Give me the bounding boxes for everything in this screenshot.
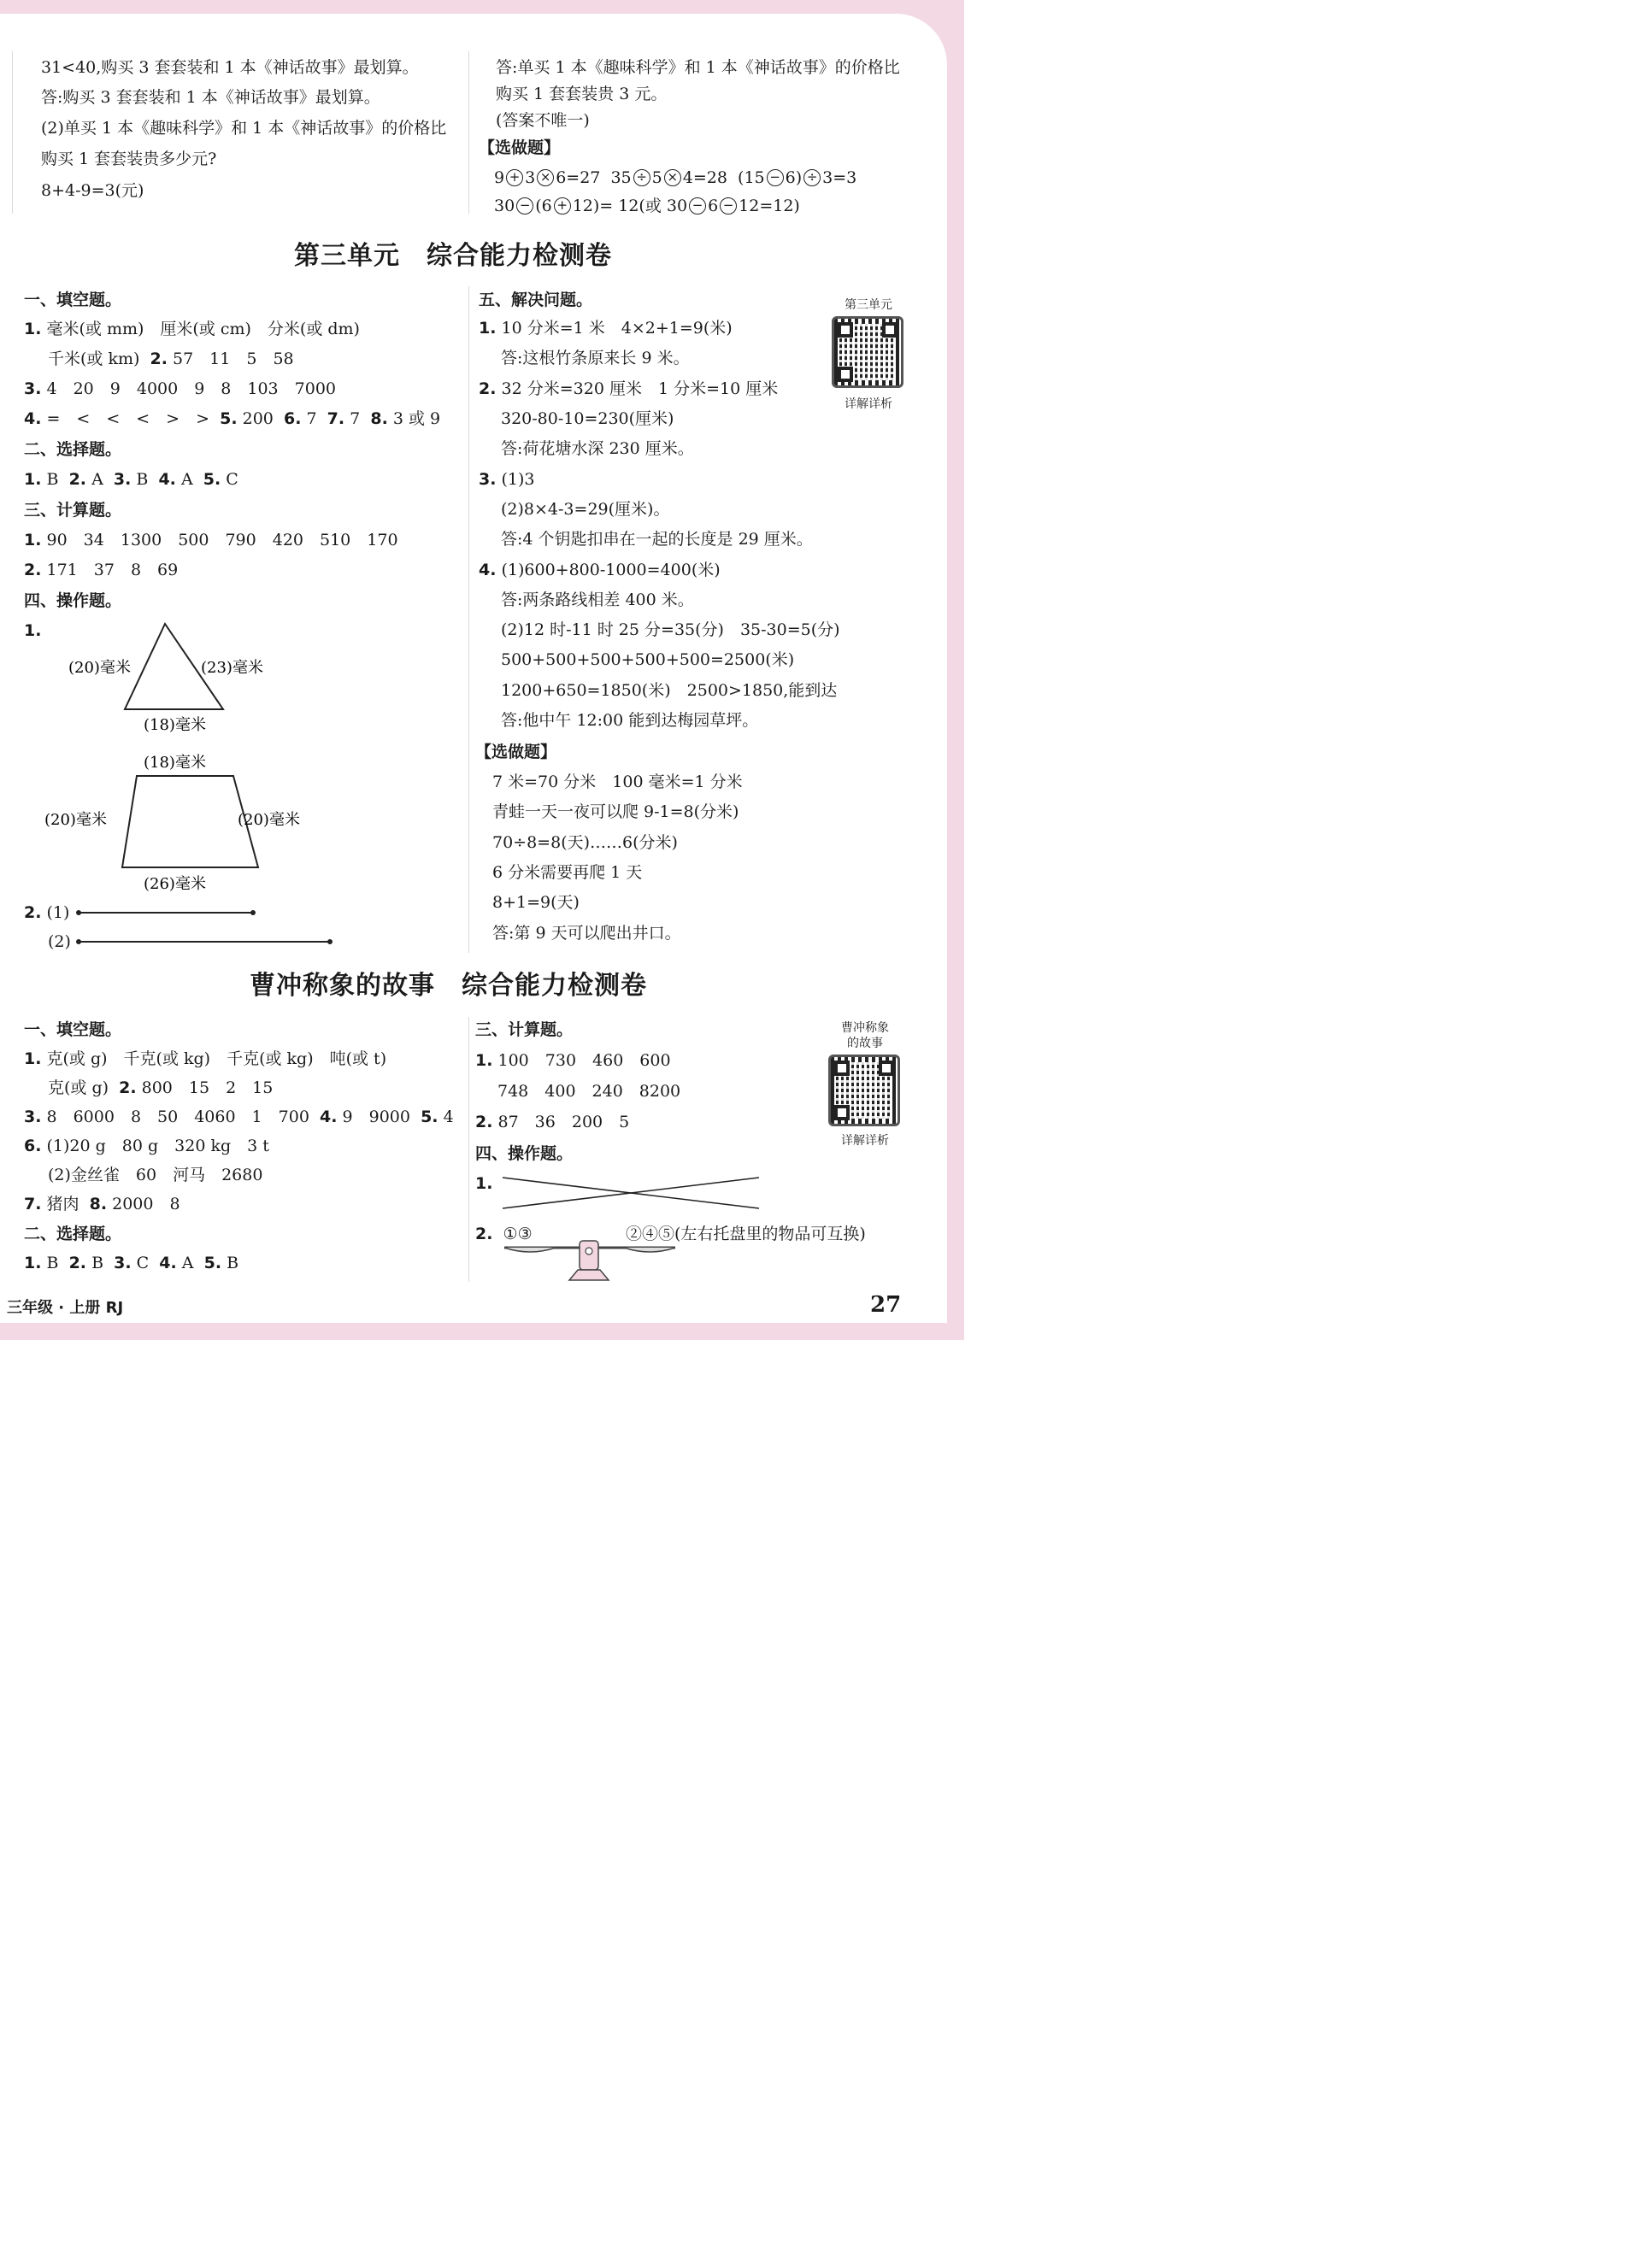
- page-border-bottom: [0, 1323, 964, 1340]
- qr-label: 曹冲称象 的故事: [841, 1021, 889, 1050]
- extra-solution-line: 70÷8=8(天)……6(分米): [492, 833, 678, 852]
- solution-line: (2)8×4-3=29(厘米)。: [501, 500, 670, 519]
- extra-solution-line: 8+1=9(天): [492, 893, 580, 912]
- answer-line: 2. 87 36 200 5: [475, 1113, 630, 1131]
- answer-line: 千米(或 km) 2. 57 11 5 58: [48, 350, 294, 368]
- crossed-lines-diagram: [494, 1171, 768, 1213]
- answer-line: 7. 猪肉 8. 2000 8: [24, 1195, 180, 1213]
- answer-line: 3. 8 6000 8 50 4060 1 700 4. 9 9000 5. 4: [24, 1108, 454, 1126]
- answer-line: 2. ①③: [475, 1225, 533, 1243]
- section-header: 五、解决问题。: [479, 291, 593, 309]
- section-header: 二、选择题。: [24, 440, 122, 459]
- column-divider: [468, 1017, 469, 1282]
- column-divider: [468, 51, 469, 214]
- solution-line: 答:荷花塘水深 230 厘米。: [501, 439, 694, 458]
- section-header: 一、填空题。: [24, 1020, 122, 1039]
- triangle-right-label: (23)毫米: [201, 659, 263, 677]
- trapezoid-top-label: (18)毫米: [144, 754, 206, 772]
- solution-line: 2. 32 分米=320 厘米 1 分米=10 厘米: [479, 379, 779, 398]
- qr-label: 第三单元: [845, 298, 892, 312]
- section-header: 四、操作题。: [475, 1144, 574, 1163]
- balance-scale-icon: [496, 1237, 692, 1289]
- solution-line: 500+500+500+500+500=2500(米): [501, 650, 795, 669]
- qr-code-icon[interactable]: [828, 1055, 900, 1126]
- section-header: 【选做题】: [479, 138, 561, 157]
- choice-answers: 1. B 2. B 3. C 4. A 5. B: [24, 1254, 239, 1272]
- solution-line: 320-80-10=230(厘米): [501, 409, 674, 428]
- segment-1-start: [76, 910, 81, 915]
- answer-line: 购买 1 套套装贵多少元?: [41, 150, 217, 168]
- solution-line: 答:他中午 12:00 能到达梅园草坪。: [501, 711, 759, 730]
- solution-line: 答:4 个钥匙扣串在一起的长度是 29 厘米。: [501, 530, 813, 549]
- extra-solution-line: 答:第 9 天可以爬出井口。: [492, 924, 681, 943]
- answer-line: 2. 171 37 8 69: [24, 561, 179, 579]
- solution-line: 答:两条路线相差 400 米。: [501, 591, 694, 609]
- solution-line: 1. 10 分米=1 米 4×2+1=9(米): [479, 319, 733, 338]
- trapezoid-left-label: (20)毫米: [44, 811, 107, 829]
- column-divider: [468, 286, 469, 953]
- answer-line: 答:购买 3 套套装和 1 本《神话故事》最划算。: [41, 88, 380, 107]
- answer-line: 1. 毫米(或 mm) 厘米(或 cm) 分米(或 dm): [24, 320, 360, 338]
- operator-equations-1: 9 + 3 × 6=27 35 ÷ 5 × 4=28 (15 − 6) ÷ 3=3: [494, 168, 857, 187]
- page-border-right: [947, 0, 964, 1340]
- extra-solution-line: 6 分米需要再爬 1 天: [492, 863, 643, 882]
- solution-line: 答:这根竹条原来长 9 米。: [501, 349, 690, 367]
- answer-line: (答案不唯一): [496, 111, 590, 130]
- solution-line: 1200+650=1850(米) 2500>1850,能到达: [501, 681, 838, 700]
- question-number: 1.: [24, 621, 42, 640]
- answer-line: 4. = < < < > > 5. 200 6. 7 7. 7 8. 3 或 9: [24, 409, 441, 428]
- segment-2-end: [327, 939, 333, 944]
- left-margin-line: [12, 51, 13, 214]
- answer-line: 6. (1)20 g 80 g 320 kg 3 t: [24, 1137, 269, 1155]
- answer-line: 1. 100 730 460 600: [475, 1051, 671, 1070]
- operator-equations-2: 30 − (6 + 12)= 12(或 30 − 6 − 12=12): [494, 197, 800, 215]
- section-header: 三、计算题。: [24, 501, 122, 520]
- answer-line: 31<40,购买 3 套套装和 1 本《神话故事》最划算。: [41, 58, 419, 77]
- section-header: 四、操作题。: [24, 591, 122, 610]
- segment-1-end: [250, 910, 256, 915]
- qr-caption: 详解详析: [841, 1134, 889, 1148]
- section-title: 第三单元 综合能力检测卷: [294, 241, 612, 271]
- solution-line: 3. (1)3: [479, 470, 535, 489]
- qr-caption: 详解详析: [845, 397, 892, 411]
- answer-line: (2)金丝雀 60 河马 2680: [48, 1166, 263, 1184]
- extra-solution-line: 7 米=70 分米 100 毫米=1 分米: [492, 773, 743, 791]
- answer-line: 购买 1 套套装贵 3 元。: [496, 85, 668, 103]
- triangle-left-label: (20)毫米: [68, 659, 131, 677]
- answer-line: (2): [48, 932, 71, 951]
- answer-line: 2. (1): [24, 903, 70, 922]
- answer-line: 3. 4 20 9 4000 9 8 103 7000: [24, 379, 337, 398]
- answer-line: 答:单买 1 本《趣味科学》和 1 本《神话故事》的价格比: [496, 58, 900, 77]
- line-segments: [74, 904, 338, 952]
- solution-line: (2)12 时-11 时 25 分=35(分) 35-30=5(分): [501, 620, 840, 639]
- answer-line: (2)单买 1 本《趣味科学》和 1 本《神话故事》的价格比: [41, 119, 447, 138]
- qr-code-icon[interactable]: [832, 316, 903, 388]
- section-header: 三、计算题。: [475, 1020, 574, 1039]
- answer-line: 1. 克(或 g) 千克(或 kg) 千克(或 kg) 吨(或 t): [24, 1049, 387, 1068]
- section-header: 一、填空题。: [24, 291, 122, 309]
- answer-line: 8+4-9=3(元): [41, 181, 144, 200]
- section-header: 【选做题】: [475, 743, 557, 761]
- answer-line: ②④⑤(左右托盘里的物品可互换): [626, 1225, 866, 1243]
- page-number: 27: [870, 1292, 902, 1318]
- answer-line: 克(或 g) 2. 800 15 2 15: [48, 1078, 274, 1097]
- question-number: 1.: [475, 1174, 493, 1193]
- choice-answers: 1. B 2. A 3. B 4. A 5. C: [24, 470, 238, 489]
- triangle-bottom-label: (18)毫米: [144, 716, 206, 734]
- segment-2-start: [76, 939, 81, 944]
- answer-line: 1. 90 34 1300 500 790 420 510 170: [24, 531, 398, 549]
- solution-line: 4. (1)600+800-1000=400(米): [479, 561, 721, 579]
- footer-grade: 三年级 · 上册 RJ: [7, 1299, 124, 1317]
- section-title: 曹冲称象的故事 综合能力检测卷: [250, 971, 647, 1001]
- extra-solution-line: 青蛙一天一夜可以爬 9-1=8(分米): [492, 802, 739, 821]
- answer-line: 748 400 240 8200: [497, 1082, 681, 1101]
- page-border-top: [0, 0, 964, 14]
- section-header: 二、选择题。: [24, 1225, 122, 1243]
- trapezoid-bottom-label: (26)毫米: [144, 875, 206, 893]
- trapezoid-right-label: (20)毫米: [238, 811, 300, 829]
